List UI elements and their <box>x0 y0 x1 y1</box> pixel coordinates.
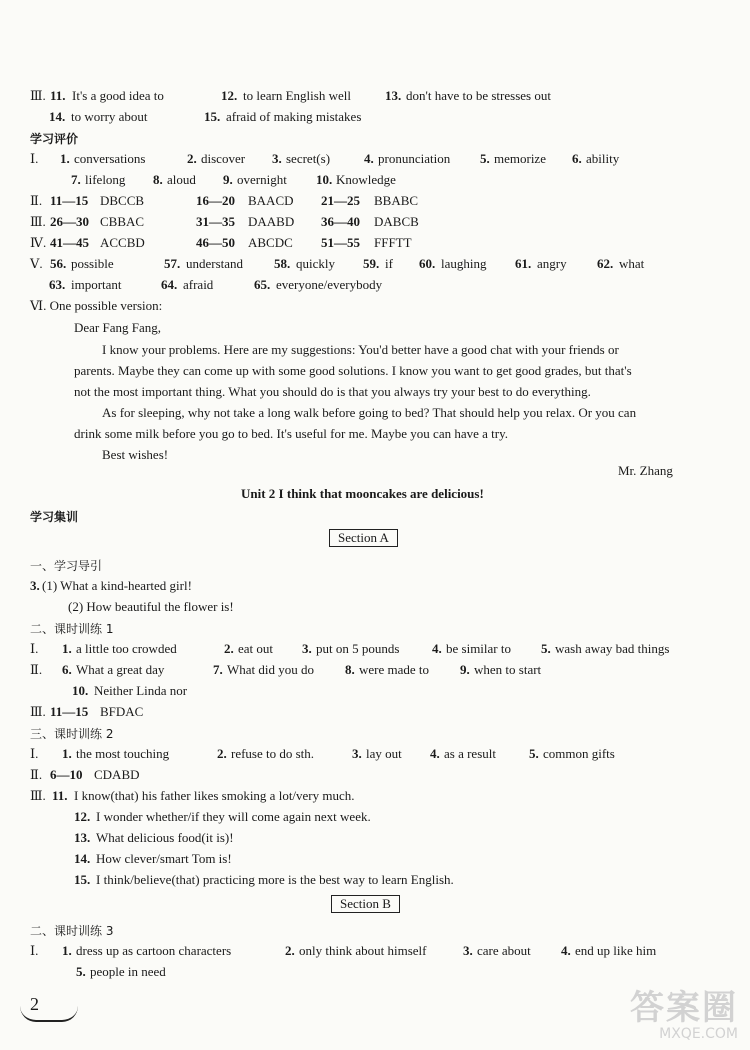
item-number: 4. <box>561 943 571 958</box>
answer-text: CDABD <box>94 767 140 782</box>
answer-text: (2) How beautiful the flower is! <box>68 599 234 614</box>
item-number: 3. <box>463 943 473 958</box>
item-range: 11—15 <box>50 193 89 208</box>
answer-text: were made to <box>359 662 430 677</box>
item-range: 36—40 <box>321 214 360 229</box>
item-number: 7. <box>71 172 81 187</box>
answer-text: ACCBD <box>100 235 145 250</box>
item-number: 13. <box>74 830 91 845</box>
answer-text: afraid of making mistakes <box>226 109 362 124</box>
answer-text: FFFTT <box>374 235 412 250</box>
item-number: 14. <box>49 109 66 124</box>
item-number: 2. <box>224 641 234 656</box>
item-number: 3. <box>30 578 40 593</box>
answer-text: DABCB <box>374 214 419 229</box>
answer-text: if <box>385 256 393 271</box>
item-number: 15. <box>204 109 221 124</box>
item-number: 7. <box>213 662 223 677</box>
answer-text: BFDAC <box>100 704 144 719</box>
subsection-heading: 二、课时训练 1 <box>30 622 114 636</box>
answer-text: What a great day <box>76 662 165 677</box>
item-number: 10. <box>316 172 333 187</box>
answer-text: don't have to be stresses out <box>406 88 551 103</box>
answer-text: care about <box>477 943 531 958</box>
item-number: 57. <box>164 256 181 271</box>
answer-text: How clever/smart Tom is! <box>96 851 232 866</box>
item-range: 21—25 <box>321 193 360 208</box>
item-number: 4. <box>364 151 374 166</box>
section-a-label: Section A <box>329 529 398 547</box>
item-number: 2. <box>285 943 295 958</box>
item-number: 2. <box>187 151 197 166</box>
answer-text: secret(s) <box>286 151 331 166</box>
item-number: 62. <box>597 256 614 271</box>
watermark-title: 答案圈 <box>630 988 738 1028</box>
answer-text: eat out <box>238 641 274 656</box>
watermark-url: MXQE.COM <box>659 1026 738 1042</box>
answer-text: What delicious food(it is)! <box>96 830 234 845</box>
item-number: 8. <box>345 662 355 677</box>
answer-text: possible <box>71 256 114 271</box>
answer-text: It's a good idea to <box>72 88 164 103</box>
answer-text: quickly <box>296 256 335 271</box>
item-number: 9. <box>460 662 470 677</box>
item-number: 1. <box>60 151 70 166</box>
item-number: 3. <box>272 151 282 166</box>
letter-body-line: I know your problems. Here are my suggestions: You'd better have a good chat with your friends or <box>102 342 619 357</box>
answer-text: ABCDC <box>248 235 293 250</box>
roman-numeral: Ⅴ. <box>30 256 43 271</box>
item-number: 59. <box>363 256 380 271</box>
unit-title: Unit 2 I think that mooncakes are delicious! <box>241 486 484 501</box>
answer-text: pronunciation <box>378 151 451 166</box>
roman-numeral: Ⅰ. <box>30 641 39 656</box>
answer-text: only think about himself <box>299 943 427 958</box>
item-number: 6. <box>62 662 72 677</box>
item-number: 5. <box>76 964 86 979</box>
answer-text: important <box>71 277 122 292</box>
writing-heading: Ⅵ. One possible version: <box>30 298 163 313</box>
answer-text: common gifts <box>543 746 615 761</box>
item-number: 5. <box>541 641 551 656</box>
answer-text: wash away bad things <box>555 641 670 656</box>
item-number: 3. <box>352 746 362 761</box>
subsection-heading: 三、课时训练 2 <box>30 727 114 741</box>
item-range: 46—50 <box>196 235 235 250</box>
letter-body-line: drink some milk before you go to bed. It's useful for me. Maybe you can have a try. <box>74 426 508 441</box>
answer-text: conversations <box>74 151 146 166</box>
item-number: 9. <box>223 172 233 187</box>
answer-text: what <box>619 256 645 271</box>
item-number: 58. <box>274 256 291 271</box>
answer-text: What did you do <box>227 662 315 677</box>
roman-numeral: Ⅲ. <box>30 788 46 803</box>
item-number: 11. <box>50 88 66 103</box>
letter-body-line: As for sleeping, why not take a long walk before going to bed? That should help you relax. Or you can <box>102 405 637 420</box>
item-number: 1. <box>62 943 72 958</box>
item-number: 65. <box>254 277 271 292</box>
answer-text: discover <box>201 151 246 166</box>
answer-text: everyone/everybody <box>276 277 383 292</box>
answer-text: people in need <box>90 964 166 979</box>
answer-text: angry <box>537 256 567 271</box>
answer-text: lifelong <box>85 172 126 187</box>
roman-numeral: Ⅲ. <box>30 214 46 229</box>
item-number: 60. <box>419 256 436 271</box>
item-range: 6—10 <box>50 767 83 782</box>
answer-text: I wonder whether/if they will come again next week. <box>96 809 371 824</box>
item-number: 12. <box>74 809 91 824</box>
item-number: 12. <box>221 88 238 103</box>
answer-text: ability <box>586 151 620 166</box>
item-number: 13. <box>385 88 402 103</box>
answer-text: dress up as cartoon characters <box>76 943 232 958</box>
item-number: 63. <box>49 277 66 292</box>
letter-signature: Mr. Zhang <box>618 463 673 478</box>
item-number: 5. <box>529 746 539 761</box>
page-number-ornament <box>20 1006 78 1022</box>
letter-body-line: not the most important thing. What you should do is that you always try your best to do everything. <box>74 384 591 399</box>
answer-text: I think/believe(that) practicing more is the best way to learn English. <box>96 872 454 887</box>
answer-text: afraid <box>183 277 214 292</box>
item-number: 8. <box>153 172 163 187</box>
answer-text: lay out <box>366 746 402 761</box>
answer-text: be similar to <box>446 641 511 656</box>
answer-text: to worry about <box>71 109 148 124</box>
item-range: 51—55 <box>321 235 360 250</box>
answer-text: memorize <box>494 151 546 166</box>
answer-text: end up like him <box>575 943 657 958</box>
roman-numeral: Ⅲ. <box>30 88 46 103</box>
item-number: 4. <box>430 746 440 761</box>
answer-text: understand <box>186 256 244 271</box>
item-number: 15. <box>74 872 91 887</box>
answer-text: CBBAC <box>100 214 145 229</box>
item-number: 3. <box>302 641 312 656</box>
item-number: 56. <box>50 256 67 271</box>
answer-text: BAACD <box>248 193 294 208</box>
section-heading: 学习评价 <box>30 132 79 146</box>
item-number: 4. <box>432 641 442 656</box>
section-heading: 学习集训 <box>30 510 79 524</box>
letter-salutation: Dear Fang Fang, <box>74 320 162 335</box>
item-number: 5. <box>480 151 490 166</box>
item-range: 16—20 <box>196 193 235 208</box>
page-number: 2 <box>30 994 39 1014</box>
item-number: 14. <box>74 851 91 866</box>
answer-text: Knowledge <box>336 172 396 187</box>
answer-text: laughing <box>441 256 487 271</box>
item-range: 26—30 <box>50 214 89 229</box>
roman-numeral: Ⅱ. <box>30 193 43 208</box>
item-number: 11. <box>52 788 68 803</box>
roman-numeral: Ⅰ. <box>30 943 39 958</box>
answer-text: a little too crowded <box>76 641 177 656</box>
section-b-label: Section B <box>331 895 400 913</box>
answer-text: refuse to do sth. <box>231 746 315 761</box>
roman-numeral: Ⅳ. <box>30 235 47 250</box>
answer-text: the most touching <box>76 746 170 761</box>
answer-text: DBCCB <box>100 193 145 208</box>
item-range: 11—15 <box>50 704 89 719</box>
subsection-heading: 一、学习导引 <box>30 559 103 573</box>
answer-text: as a result <box>444 746 496 761</box>
item-number: 64. <box>161 277 178 292</box>
roman-numeral: Ⅰ. <box>30 151 39 166</box>
item-number: 61. <box>515 256 532 271</box>
subsection-heading: 二、课时训练 3 <box>30 924 114 938</box>
item-number: 1. <box>62 746 72 761</box>
answer-text: when to start <box>474 662 542 677</box>
answer-text: DAABD <box>248 214 295 229</box>
watermark-logo <box>630 990 738 1042</box>
roman-numeral: Ⅲ. <box>30 704 46 719</box>
item-number: 2. <box>217 746 227 761</box>
roman-numeral: Ⅱ. <box>30 767 43 782</box>
letter-closing: Best wishes! <box>102 447 169 462</box>
answer-text: to learn English well <box>243 88 351 103</box>
answer-text: put on 5 pounds <box>316 641 400 656</box>
answer-text: Neither Linda nor <box>94 683 188 698</box>
item-number: 10. <box>72 683 89 698</box>
item-range: 31—35 <box>196 214 235 229</box>
item-number: 6. <box>572 151 582 166</box>
roman-numeral: Ⅰ. <box>30 746 39 761</box>
item-range: 41—45 <box>50 235 89 250</box>
item-number: 1. <box>62 641 72 656</box>
roman-numeral: Ⅱ. <box>30 662 43 677</box>
answer-text: (1) What a kind-hearted girl! <box>42 578 192 593</box>
answer-text: I know(that) his father likes smoking a lot/very much. <box>74 788 355 803</box>
letter-body-line: parents. Maybe they can come up with some good solutions. I know you want to get good grades, but that's <box>74 363 632 378</box>
answer-text: aloud <box>167 172 196 187</box>
answer-text: overnight <box>237 172 287 187</box>
answer-text: BBABC <box>374 193 419 208</box>
